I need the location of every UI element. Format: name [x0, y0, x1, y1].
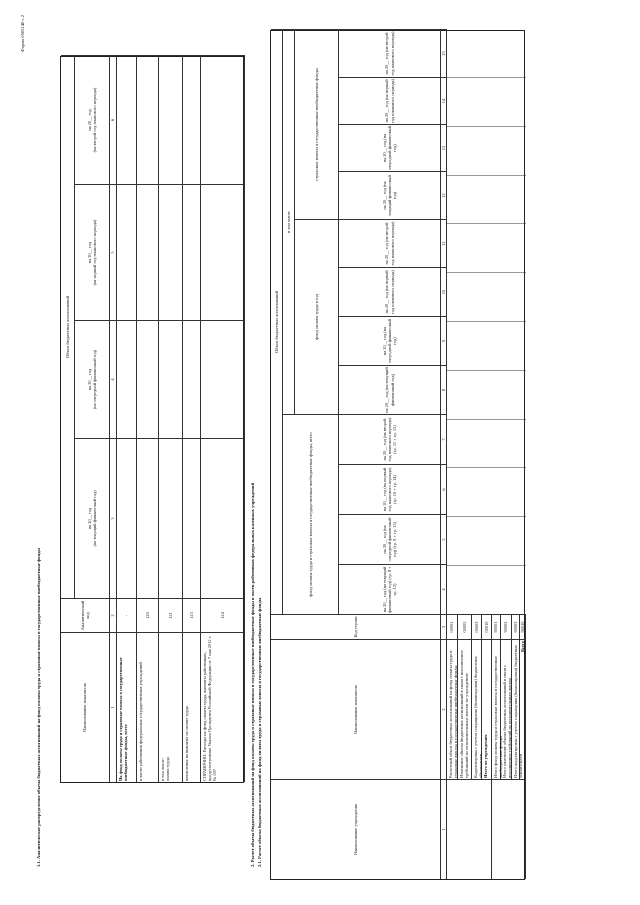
t11-row-code: 121	[159, 598, 183, 632]
t11-head-volume: Объем бюджетных ассигнований	[61, 55, 75, 598]
t2-num: 11	[441, 219, 447, 267]
t11-value-cell[interactable]	[137, 55, 159, 184]
t11-row-code: 124	[201, 598, 245, 632]
t11-value-cell[interactable]	[117, 320, 137, 438]
t2-num: 3	[441, 614, 447, 639]
t2-row-label: Изменение объема бюджетных ассигнований в связи с исполнением требований по исполнительным листам по учреждению	[458, 639, 472, 779]
t11-num: 3	[110, 438, 117, 598]
t2-row-label: Корректировка с учетом сокращения (балансировки) бюджетных обязательств	[472, 639, 482, 779]
section-1-1-title: 1.1. Аналитическое распределение объема бюджетных ассигнований на фонд оплаты труда и страховые взносы в государственные внебюджетные фонды	[36, 547, 41, 867]
t2-num: 7	[441, 414, 447, 464]
t2-row-code: 90001	[492, 614, 501, 639]
t2-num: 8	[441, 365, 447, 414]
t2-row-label: Итого фонд оплаты труда и страховые взносы в государственные внебюджетные фонды	[492, 639, 501, 779]
t2-head-code: Код строки	[271, 614, 441, 639]
table-2-1	[270, 30, 525, 880]
t11-head-y4: на 20__ год (на второй год планового периода)	[75, 55, 110, 184]
t2-num: 10	[441, 267, 447, 316]
t11-value-cell[interactable]	[159, 438, 183, 598]
t11-value-cell[interactable]	[183, 320, 201, 438]
t11-head-name: Наименование показателя	[61, 632, 110, 782]
t11-num: 1	[110, 632, 117, 782]
t2-head-inst: Наименование учреждения	[271, 779, 441, 879]
t2-head-col: на 20__ год (на текущий финансовый год)	[339, 171, 441, 219]
t11-value-cell[interactable]	[137, 184, 159, 320]
t2-row-code: 00010	[482, 614, 492, 639]
t2-head-col: на 20__ год (на текущий финансовый год)	[339, 365, 441, 414]
section-2-1-title: 2.1. Расчет объема бюджетных ассигнований на фонд оплаты труда и страховые взносы в государственные внебюджетные фонды	[257, 597, 262, 867]
table-1-1	[60, 56, 244, 783]
t11-num: 2	[110, 598, 117, 632]
t2-head-col: на 20__ год (на очередной финансовый год) (гр. 9 + гр. 13)	[339, 514, 441, 564]
t11-value-cell[interactable]	[159, 320, 183, 438]
t2-row-label: Расчетный объем бюджетных ассигнований на фонд оплаты труда и страховые взносы в государственные внебюджетные фонды	[447, 639, 458, 779]
t11-value-cell[interactable]	[201, 320, 245, 438]
t11-value-cell[interactable]	[159, 55, 183, 184]
t2-head-col: на 20__ год (на текущий финансовый год) (гр. 8 + гр. 12)	[339, 564, 441, 614]
t2-row-code: 90010	[520, 614, 526, 639]
t11-row-code: 123	[183, 598, 201, 632]
t11-row-label: На фонд оплаты труда и страховые взносы в государственные внебюджетные фонды, всего	[117, 632, 137, 782]
t2-head-col: на 20__ год (на второй год планового периода)	[339, 29, 441, 77]
t11-value-cell[interactable]	[117, 55, 137, 184]
t11-value-cell[interactable]	[159, 184, 183, 320]
t2-row-code: 00003	[472, 614, 482, 639]
t2-row-label: Всего	[520, 639, 526, 779]
t11-row-code: 120	[137, 598, 159, 632]
t2-num: 6	[441, 464, 447, 514]
t2-head-col: на 20__ год (на очередной финансовый год)	[339, 316, 441, 365]
t2-num: 2	[441, 639, 447, 779]
t11-value-cell[interactable]	[201, 184, 245, 320]
t2-row-code: 00002	[458, 614, 472, 639]
t2-head-col: на 20__ год (на второй год планового периода)	[339, 219, 441, 267]
t11-value-cell[interactable]	[183, 184, 201, 320]
t2-num: 1	[441, 779, 447, 879]
t2-num: 15	[441, 29, 447, 77]
t2-head-col: на 20__ год (на первый год планового периода)	[339, 77, 441, 124]
t2-num: 5	[441, 514, 447, 564]
t11-value-cell[interactable]	[137, 320, 159, 438]
t11-head-y2: на 20__ год (на очередной финансовый год)	[75, 320, 110, 438]
t11-value-cell[interactable]	[183, 438, 201, 598]
t2-row-code: 90002	[501, 614, 512, 639]
t11-num: 6	[110, 55, 117, 184]
t2-head-col: на 20__ год (на очередной финансовый год)	[339, 124, 441, 171]
t2-num: 9	[441, 316, 447, 365]
t11-value-cell[interactable]	[201, 55, 245, 184]
t11-num: 5	[110, 184, 117, 320]
t2-num: 13	[441, 124, 447, 171]
t11-row-label: в части работников федеральных государственных учреждений	[137, 632, 159, 782]
t2-head-col: на 20__ год (на первый год планового периода) (гр. 10 + гр. 14)	[339, 464, 441, 514]
t11-row-code: -	[117, 598, 137, 632]
t2-inst-cell[interactable]	[492, 779, 526, 879]
t2-head-col: на 20__ год (на второй год планового периода) (гр. 11 + гр. 15)	[339, 414, 441, 464]
t2-inst-cell[interactable]	[447, 779, 492, 879]
t11-row-label: начисления на выплаты по оплате труда	[183, 632, 201, 782]
section-2-title: 2. Расчет объема бюджетных ассигнований на фонд оплаты труда и страховые взносы в государственные внебюджетные фонды в части работников федеральных казенных учреждений	[250, 482, 255, 867]
t2-row-code: 00001	[447, 614, 458, 639]
t11-head-y1: на 20__ год (на текущий финансовый год)	[75, 438, 110, 598]
t2-row-label: Итого по учреждению	[482, 639, 492, 779]
t11-value-cell[interactable]	[117, 438, 137, 598]
t11-value-cell[interactable]	[137, 438, 159, 598]
t11-value-cell[interactable]	[201, 438, 245, 598]
t11-num: 4	[110, 320, 117, 438]
t2-head-incl: в том числе	[283, 29, 295, 414]
t11-row-label: СПРАВОЧНО: Расходы на фонд оплаты труда, выплаты работникам, предусмотренные Указом Президента Российской Федерации от 7 мая 2012 г. № 597	[201, 632, 245, 782]
t2-head-fot: фонд оплаты труда в год	[295, 219, 339, 414]
t2-num: 4	[441, 564, 447, 614]
t2-num: 14	[441, 77, 447, 124]
t2-row-label: Итого изменение объема бюджетных ассигнований в связи с исполнением требований по исполнительным листам	[501, 639, 512, 779]
t11-value-cell[interactable]	[117, 184, 137, 320]
t2-head-col: на 20__ год (на первый год планового периода)	[339, 267, 441, 316]
t2-values-grid[interactable]	[447, 29, 526, 614]
t11-value-cell[interactable]	[183, 55, 201, 184]
t2-head-volume: Объем бюджетных ассигнований	[271, 29, 283, 614]
t2-num: 12	[441, 171, 447, 219]
t2-row-label: Итого корректировка с учетом сокращения (балансировки) бюджетных обязательств	[512, 639, 520, 779]
t2-row-code: 90003	[512, 614, 520, 639]
t2-head-name: Наименование показателя	[271, 639, 441, 779]
form-code: Форма 0505140 с.2	[20, 15, 25, 52]
t11-head-code: Аналитический код	[61, 598, 110, 632]
t11-row-label: в том числе: оплата труда	[159, 632, 183, 782]
t11-head-y3: на 20__ год (на первый год планового периода)	[75, 184, 110, 320]
t2-head-total-group: фонд оплаты труда и страховые взносы в государственные внебюджетные фонды, всего	[283, 414, 339, 614]
t2-head-ins: страховые взносы в государственные внебюджетные фонды	[295, 29, 339, 219]
